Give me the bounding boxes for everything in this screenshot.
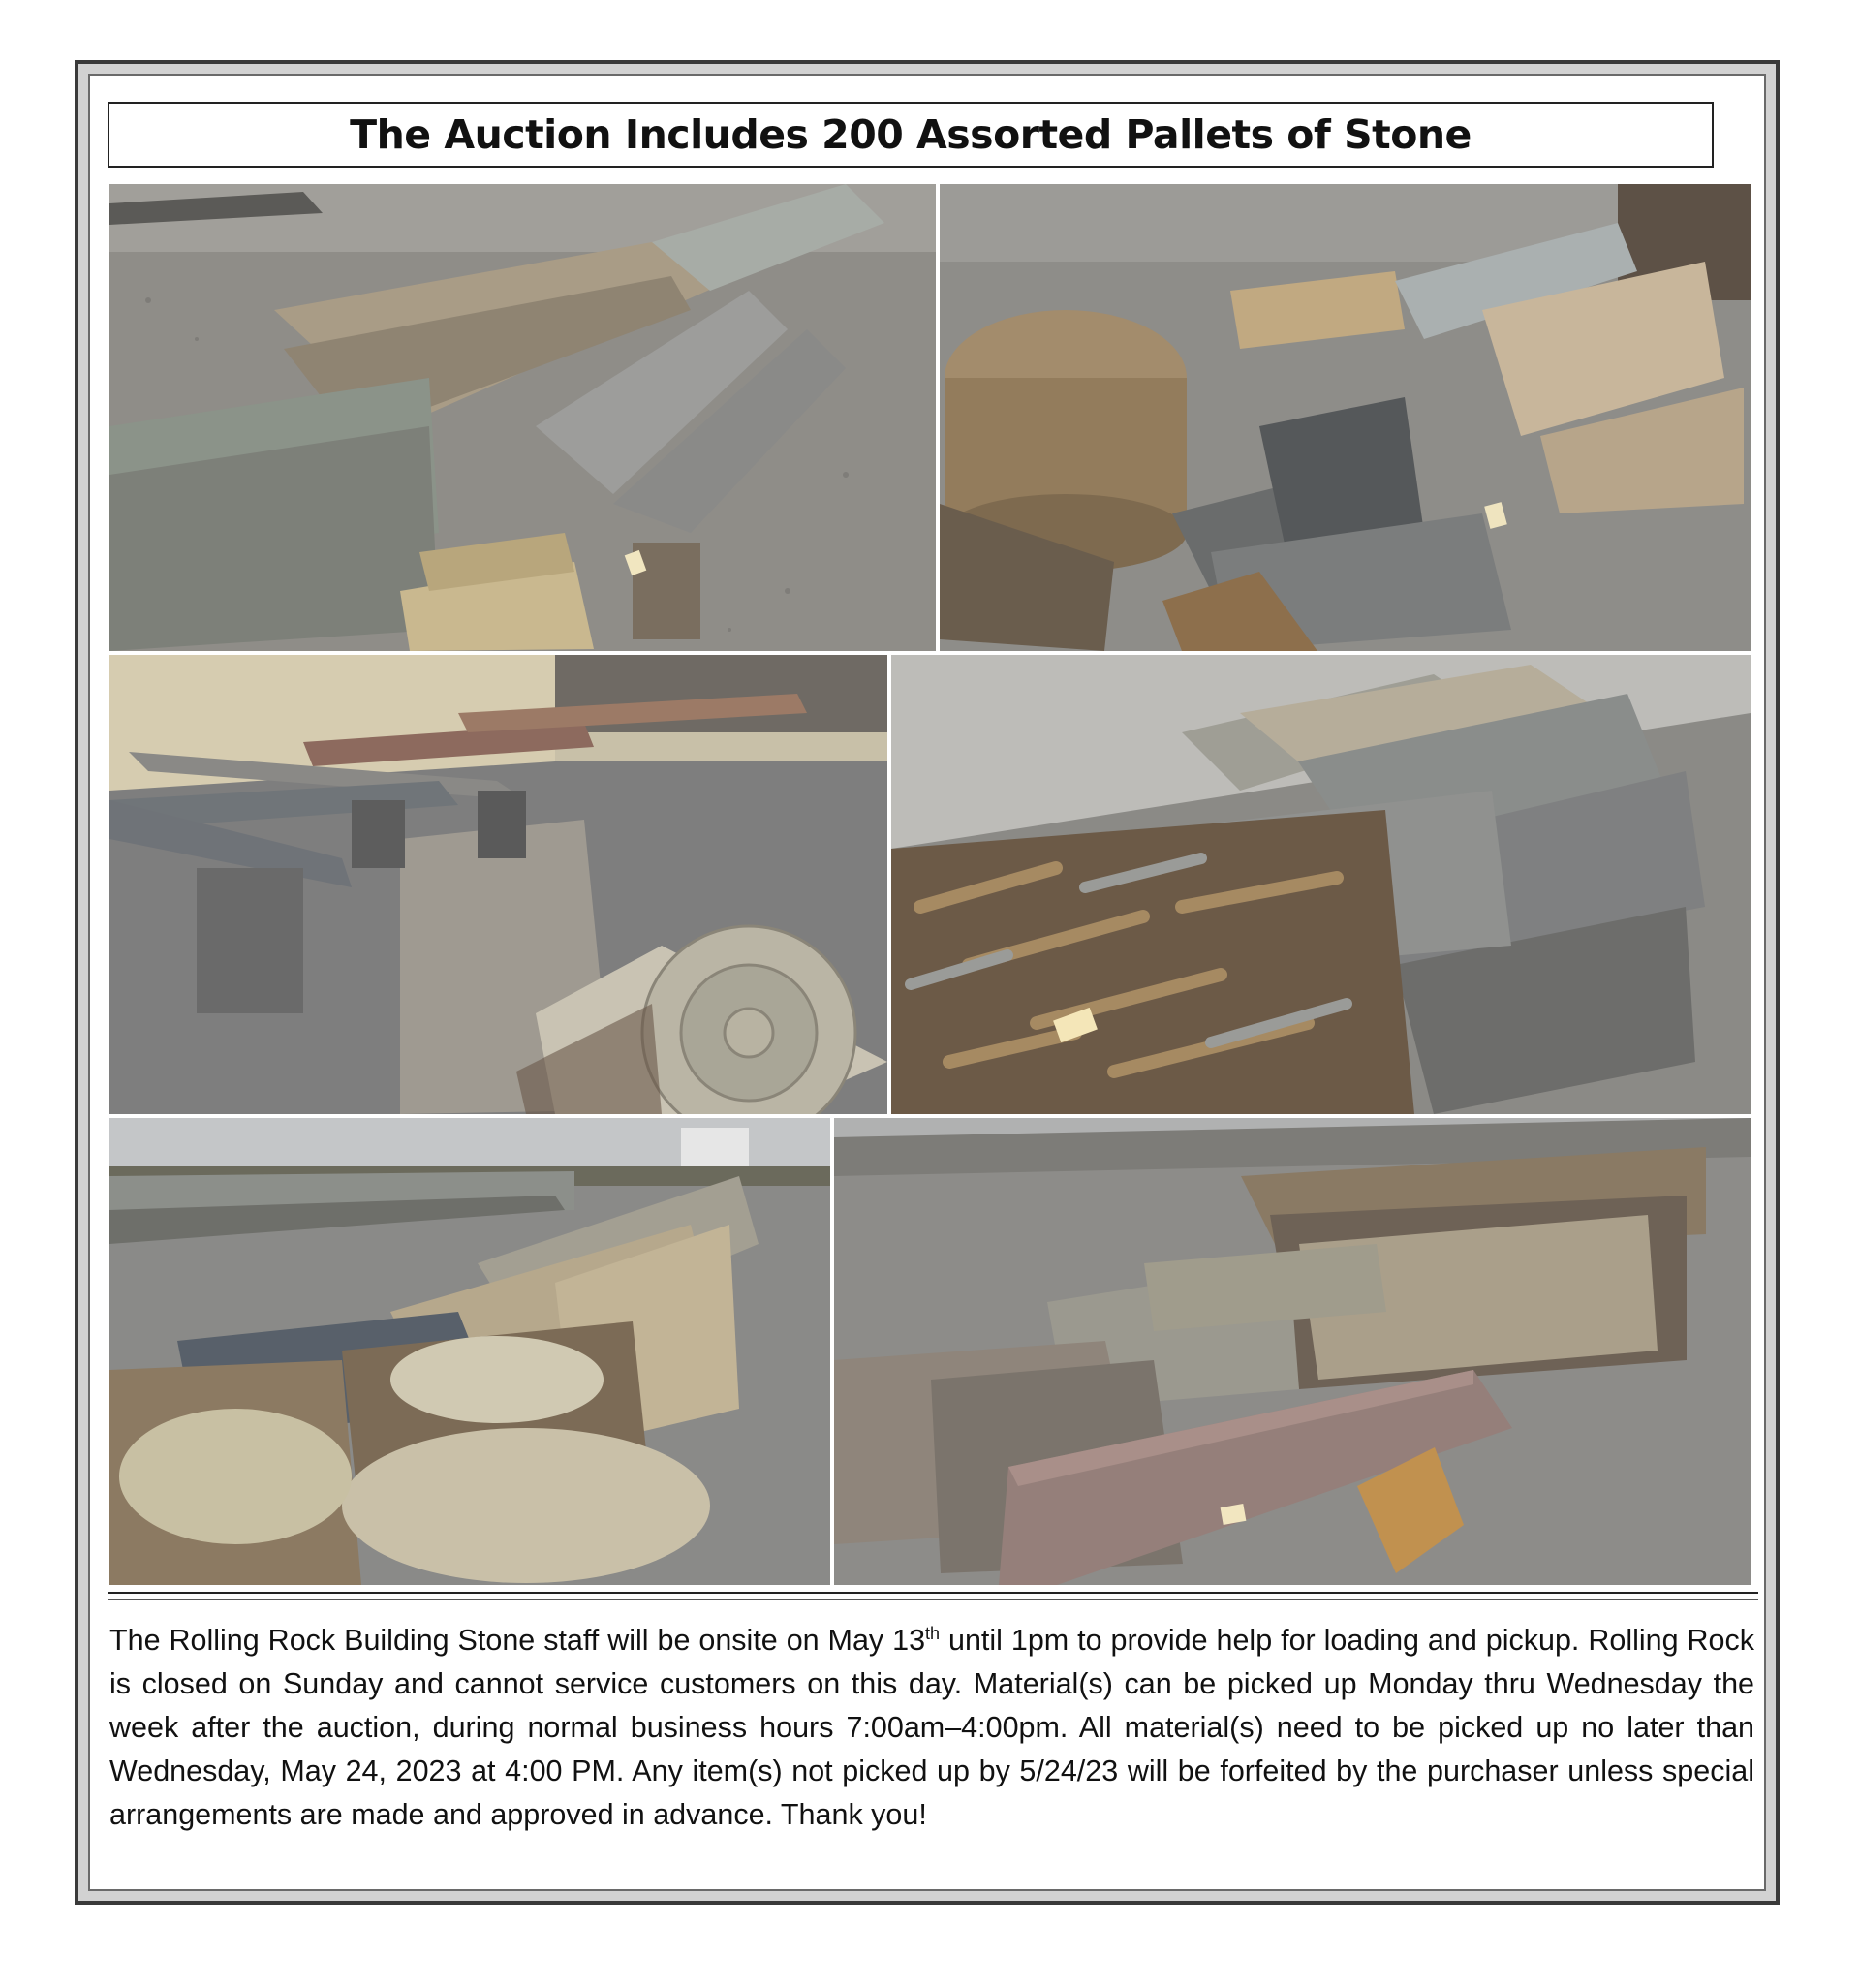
photo-flagstone-crated-wallstone (891, 655, 1751, 1114)
notice-text-part1: The Rolling Rock Building Stone staff will be onsite on May 13 (109, 1624, 926, 1657)
pickup-notice (109, 1619, 1754, 1837)
photo-benches-circle-kit (109, 655, 887, 1114)
divider-rule-bottom (108, 1599, 1758, 1600)
divider-rule-top (108, 1592, 1758, 1594)
notice-ordinal-suffix: th (925, 1623, 941, 1643)
photo-crated-stone-row (109, 1118, 830, 1585)
photo-flagstone-granite (109, 184, 936, 651)
title-box (108, 102, 1714, 168)
photo-treads-crated-stone (834, 1118, 1751, 1585)
notice-text-part2: until 1pm to provide help for loading and pickup. Rolling Rock is closed on Sunday and cannot service customers on this day. Material(s) can be picked up Monday thru Wednesday the week after the auction, during normal business hours 7:00am–4:00pm. All material(s) need to be picked up no later than Wednesday, May 24, 2023 at 4:00 PM. Any item(s) not picked up by 5/24/23 will be forfeited by the purchaser unless special arrangements are made and approved in advance. Thank you! (109, 1624, 1754, 1831)
photo-wallstone-boulders (940, 184, 1751, 651)
page-title: The Auction Includes 200 Assorted Pallets of Stone (350, 111, 1472, 158)
